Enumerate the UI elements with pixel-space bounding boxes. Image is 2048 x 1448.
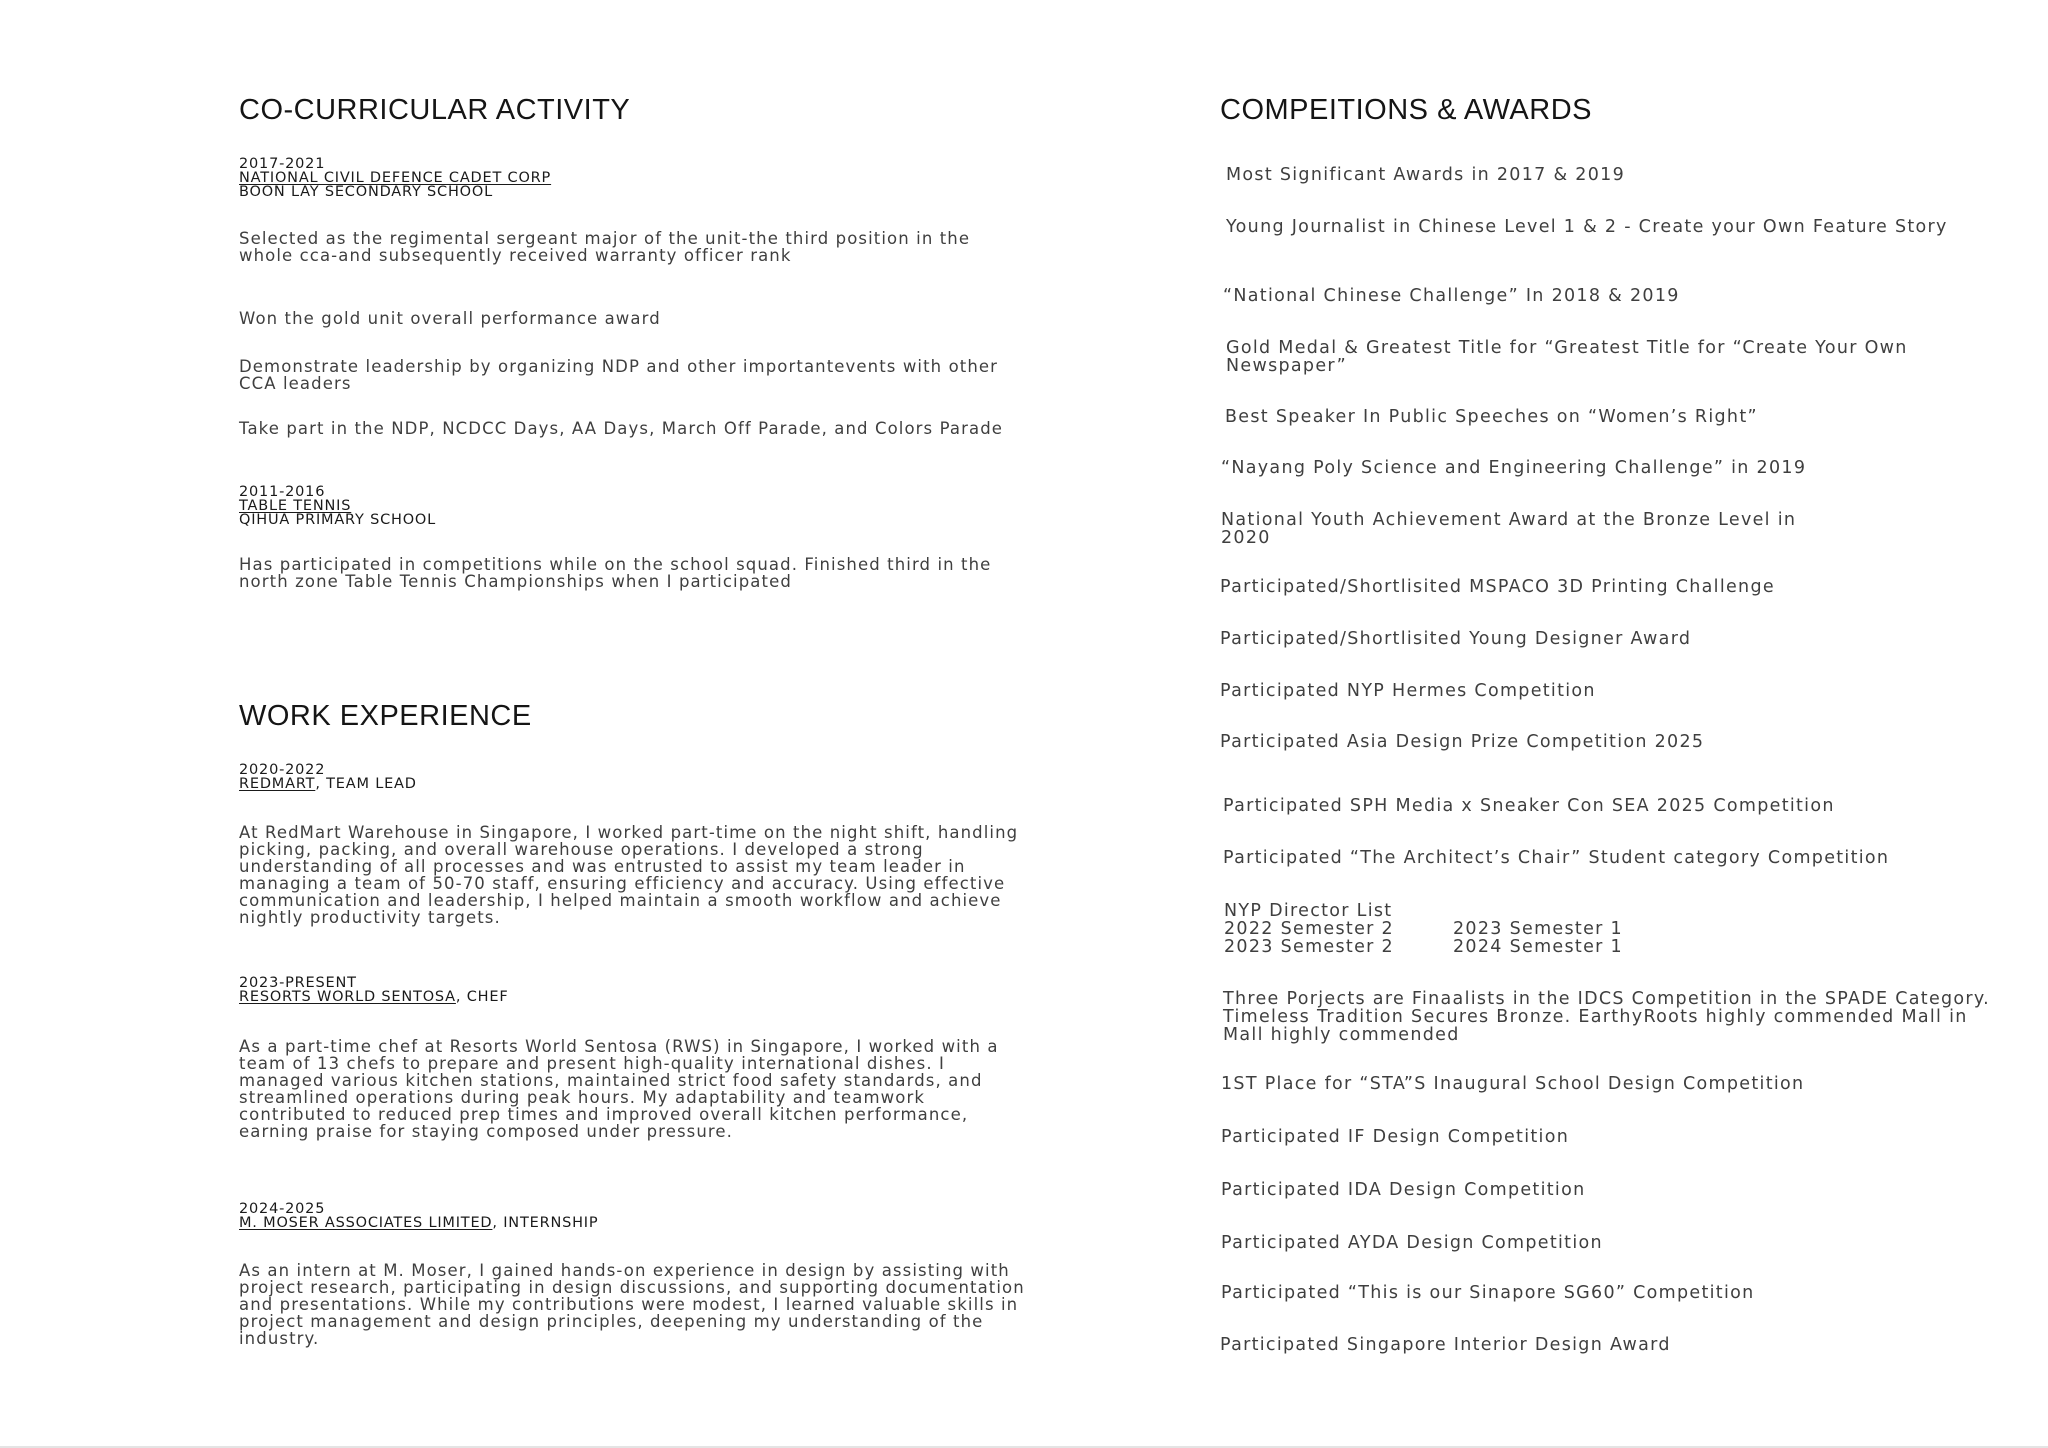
- work-entry-description: As an intern at M. Moser, I gained hands-on experience in design by assisting with project research, participating in design discussions, and supporting documentation and presentations. While my contributions were modest, I learned valuable skills in project management and design principles, deepening my understanding of the industry.: [239, 1261, 1025, 1348]
- work-entry-role: , CHEF: [455, 989, 509, 1005]
- cca-point: Demonstrate leadership by organizing NDP and other importantevents with other CCA leaders: [239, 357, 999, 393]
- award-item: “National Chinese Challenge” In 2018 & 2019: [1223, 286, 1680, 306]
- director-list-semesters: [1224, 920, 1623, 956]
- work-entry-company-line: [239, 990, 508, 1004]
- cca-entry-name: TABLE TENNIS: [239, 498, 352, 514]
- director-semester: 2023 Semester 1: [1453, 919, 1623, 939]
- cca-entry-head: [239, 157, 551, 199]
- award-item: Participated NYP Hermes Competition: [1220, 681, 1596, 701]
- director-semester: 2023 Semester 2: [1224, 937, 1394, 957]
- award-item: Participated Singapore Interior Design Award: [1220, 1335, 1671, 1355]
- award-item: Participated/Shortlisited Young Designer Award: [1220, 629, 1692, 649]
- award-item: Young Journalist in Chinese Level 1 & 2 - Create your Own Feature Story: [1226, 217, 1948, 237]
- director-semester: 2022 Semester 2: [1224, 919, 1394, 939]
- cca-entry-head: [239, 485, 436, 527]
- award-item: Best Speaker In Public Speeches on “Women’s Right”: [1225, 407, 1758, 427]
- director-list: [1224, 902, 1623, 956]
- cca-section-title: CO-CURRICULAR ACTIVITY: [239, 94, 631, 126]
- award-item: Most Significant Awards in 2017 & 2019: [1226, 165, 1625, 185]
- cca-point: Selected as the regimental sergeant major of the unit-the third position in the whole cca-and subsequently received warranty officer rank: [239, 229, 971, 265]
- award-item: Participated Asia Design Prize Competition 2025: [1220, 732, 1705, 752]
- work-entry-years: 2020-2022: [239, 762, 326, 778]
- cca-entry-years: 2011-2016: [239, 484, 326, 500]
- award-item: Three Porjects are Finaalists in the IDCS Competition in the SPADE Category. Timeless Tradition Secures Bronze. EarthyRoots highly commended Mall in Mall highly commended: [1223, 989, 1990, 1045]
- director-semester: 2024 Semester 1: [1453, 937, 1623, 957]
- award-item: Participated IF Design Competition: [1221, 1127, 1570, 1147]
- award-item: Participated AYDA Design Competition: [1221, 1233, 1603, 1253]
- cca-entry-school: BOON LAY SECONDARY SCHOOL: [239, 184, 493, 200]
- award-item: Gold Medal & Greatest Title for “Greatest Title for “Create Your Own Newspaper”: [1226, 338, 1908, 376]
- work-entry-role: , TEAM LEAD: [315, 776, 417, 792]
- cca-entry-school: QIHUA PRIMARY SCHOOL: [239, 512, 437, 528]
- cca-entry-years: 2017-2021: [239, 156, 326, 172]
- work-entry-years: 2024-2025: [239, 1201, 326, 1217]
- work-entry-years: 2023-PRESENT: [239, 975, 357, 991]
- work-entry-company: M. MOSER ASSOCIATES LIMITED: [239, 1215, 493, 1231]
- award-item: Participated IDA Design Competition: [1221, 1180, 1586, 1200]
- work-entry-role: , INTERNSHIP: [492, 1215, 599, 1231]
- cca-point: Has participated in competitions while on the school squad. Finished third in the north zone Table Tennis Championships when I participated: [239, 555, 992, 591]
- work-entry-company: REDMART: [239, 776, 316, 792]
- cca-entry-name: NATIONAL CIVIL DEFENCE CADET CORP: [239, 170, 552, 186]
- award-item: 1ST Place for “STA”S Inaugural School Design Competition: [1221, 1074, 1805, 1094]
- award-item: “Nayang Poly Science and Engineering Challenge” in 2019: [1221, 458, 1807, 478]
- work-entry-description: As a part-time chef at Resorts World Sentosa (RWS) in Singapore, I worked with a team of 13 chefs to prepare and present high-quality international dishes. I managed various kitchen stations, maintained strict food safety standards, and streamlined operations during peak hours. My adaptability and teamwork contributed to reduced prep times and improved overall kitchen performance, earning praise for staying composed under pressure.: [239, 1037, 999, 1141]
- award-item: Participated SPH Media x Sneaker Con SEA 2025 Competition: [1223, 796, 1835, 816]
- work-entry-company-line: [239, 777, 417, 791]
- work-entry-head: [239, 976, 508, 1004]
- work-entry-head: [239, 1202, 598, 1230]
- award-item: Participated “This is our Sinapore SG60” Competition: [1221, 1283, 1755, 1303]
- work-section-title: WORK EXPERIENCE: [239, 700, 532, 732]
- award-item: Participated “The Architect’s Chair” Student category Competition: [1223, 848, 1890, 868]
- award-item: Participated/Shortlisited MSPACO 3D Printing Challenge: [1220, 577, 1775, 597]
- director-list-label: NYP Director List: [1224, 901, 1393, 921]
- work-entry-description: At RedMart Warehouse in Singapore, I worked part-time on the night shift, handling picking, packing, and overall warehouse operations. I developed a strong understanding of all processes and was entrusted to assist my team leader in managing a team of 50-70 staff, ensuring efficiency and accuracy. Using effective communication and leadership, I helped maintain a smooth workflow and achieve nightly productivity targets.: [239, 823, 1019, 927]
- work-entry-company-line: [239, 1216, 598, 1230]
- award-item: National Youth Achievement Award at the Bronze Level in 2020: [1221, 510, 1797, 548]
- awards-section-title: COMPEITIONS & AWARDS: [1220, 94, 1593, 126]
- work-entry-head: [239, 763, 417, 791]
- cca-point: Take part in the NDP, NCDCC Days, AA Days, March Off Parade, and Colors Parade: [239, 419, 1004, 438]
- cca-point: Won the gold unit overall performance award: [239, 309, 661, 328]
- work-entry-company: RESORTS WORLD SENTOSA: [239, 989, 456, 1005]
